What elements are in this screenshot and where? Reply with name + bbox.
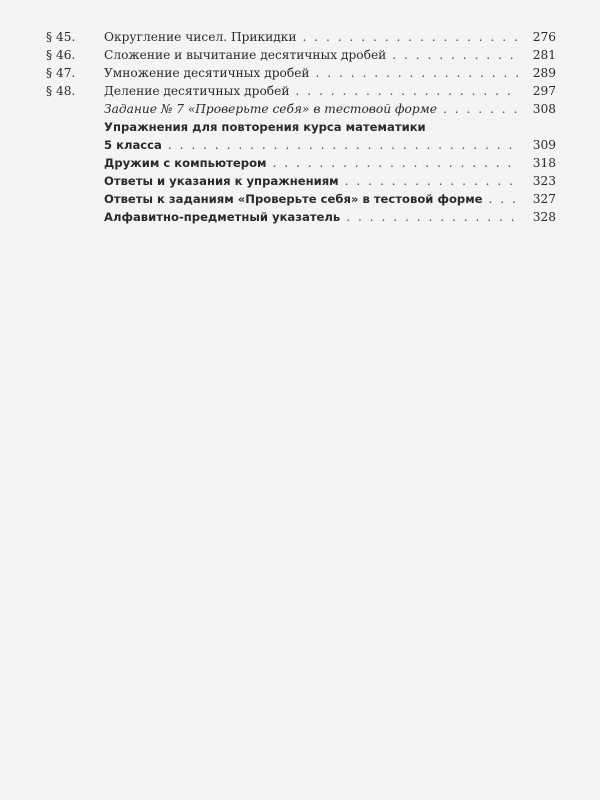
dot-leader [273,154,520,172]
page-number: 323 [532,174,556,188]
toc-entry [46,190,556,208]
entry-title: Сложение и вычитание десятичных дробей [104,48,387,62]
toc-entry [46,46,556,64]
entry-title: 5 класса [104,138,162,152]
entry-title: Ответы и указания к упражнениям [104,174,339,188]
page-number: 327 [532,192,556,206]
dot-leader [346,208,520,226]
toc-entry [46,100,556,118]
table-of-contents [46,28,556,226]
entry-title: Алфавитно-предметный указатель [104,210,341,224]
section-number: § 46. [46,48,76,62]
page-number: 281 [532,48,556,62]
dot-leader [489,190,520,208]
page-number: 318 [532,156,556,170]
dot-leader [168,136,520,154]
dot-leader [303,28,520,46]
dot-leader [345,172,520,190]
page-number: 328 [532,210,556,224]
page-number: 276 [532,30,556,44]
entry-title: Округление чисел. Прикидки [104,30,297,44]
entry-title: Ответы к заданиям «Проверьте себя» в тестовой форме [104,192,483,206]
toc-entry [46,208,556,226]
section-number: § 47. [46,66,76,80]
dot-leader [316,64,520,82]
page-number: 308 [532,102,556,116]
toc-entry [46,136,556,154]
toc-entry [46,154,556,172]
toc-entry [46,82,556,100]
toc-entry [46,28,556,46]
dot-leader [443,100,520,118]
entry-title: Дружим с компьютером [104,156,267,170]
entry-title: Деление десятичных дробей [104,84,290,98]
entry-title-line1: Упражнения для повторения курса математики [104,120,426,134]
page-number: 289 [532,66,556,80]
toc-entry-line [46,118,556,136]
page-number: 297 [532,84,556,98]
page-number: 309 [532,138,556,152]
dot-leader [295,82,520,100]
toc-entry [46,64,556,82]
toc-entry [46,172,556,190]
dot-leader [392,46,520,64]
entry-title: Умножение десятичных дробей [104,66,310,80]
entry-title: Задание № 7 «Проверьте себя» в тестовой форме [104,102,437,116]
section-number: § 45. [46,30,76,44]
section-number: § 48. [46,84,76,98]
